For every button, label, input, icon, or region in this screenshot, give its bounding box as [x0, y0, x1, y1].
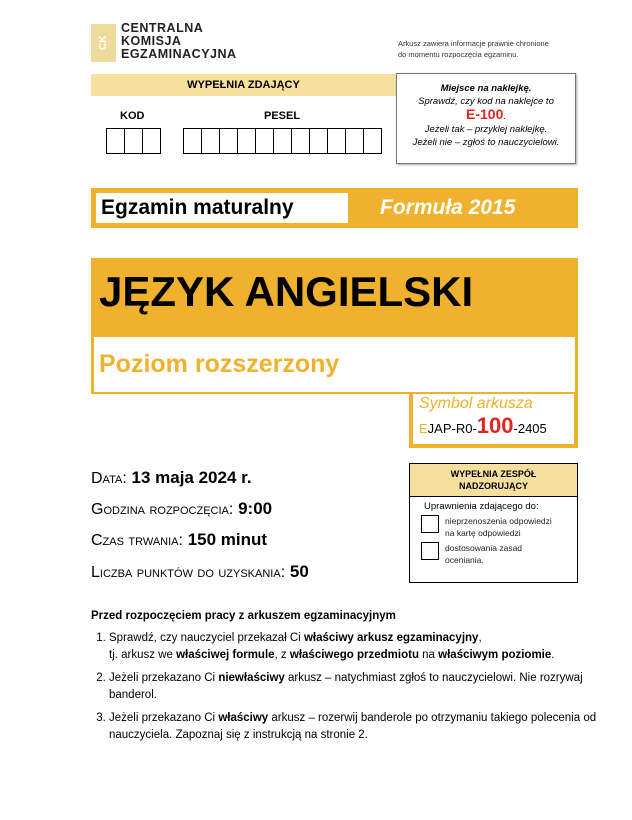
symbol-mid: JAP-R0- — [427, 421, 477, 436]
detail-value: 50 — [289, 562, 309, 581]
notice-line: do momentu rozpoczęcia egzaminu. — [398, 50, 519, 59]
detail-label: Godzina rozpoczęcia: — [91, 501, 234, 518]
detail-label: Liczba punktów do uzyskania: — [91, 564, 286, 581]
detail-label: Data: — [91, 470, 127, 487]
sticker-title: Miejsce na naklejkę. — [440, 83, 532, 94]
cke-logo-icon: CK — [91, 24, 116, 62]
sticker-area — [396, 73, 576, 164]
sticker-code: E-100 — [466, 106, 504, 122]
symbol-box — [409, 392, 578, 448]
symbol-end: -2405 — [513, 421, 547, 436]
logo-line: KOMISJA — [121, 34, 182, 48]
supervisor-box — [409, 463, 578, 583]
sticker-text: Jeżeli nie – zgłoś to nauczycielowi. — [412, 137, 560, 148]
sticker-text: Jeżeli tak – przyklej naklejkę. — [424, 124, 548, 135]
pesel-input[interactable] — [183, 128, 382, 154]
symbol-num: 100 — [476, 413, 514, 438]
exam-duration — [91, 530, 267, 550]
sticker-text: Sprawdź, czy kod na naklejce to — [418, 96, 554, 107]
detail-label: Czas trwania: — [91, 532, 183, 549]
team-intro: Uprawnienia zdającego do: — [424, 501, 539, 512]
sticker-dot: . — [503, 111, 506, 122]
checkbox-adjusted-scoring[interactable] — [421, 542, 439, 560]
kod-input[interactable] — [106, 128, 161, 154]
team-header: WYPEŁNIA ZESPÓŁ — [450, 469, 537, 479]
exam-name: Egzamin maturalny — [96, 193, 348, 223]
option-text: oceniania. — [445, 555, 484, 565]
option-text: na kartę odpowiedzi — [445, 528, 521, 538]
symbol-e: E — [419, 421, 428, 436]
detail-value: 13 maja 2024 r. — [131, 468, 252, 487]
option-text: dostosowania zasad — [445, 543, 523, 553]
detail-value: 9:00 — [238, 499, 273, 518]
pesel-label: PESEL — [264, 110, 301, 122]
logo-line: CENTRALNA — [121, 21, 204, 35]
team-header: NADZORUJĄCY — [458, 481, 528, 491]
instruction-item: 2. Jeżeli przekazano Ci niewłaściwy arkusz – natychmiast zgłoś to nauczycielowi. Nie rozrywaj banderol. — [109, 670, 609, 704]
logo-line: EGZAMINACYJNA — [121, 47, 237, 61]
exam-date — [91, 468, 252, 488]
detail-value: 150 minut — [187, 530, 268, 549]
exam-start — [91, 499, 272, 519]
subject-title: JĘZYK ANGIELSKI — [99, 268, 474, 315]
instructions-list — [91, 630, 609, 750]
instructions-title: Przed rozpoczęciem pracy z arkuszem egzaminacyjnym — [91, 610, 396, 622]
kod-label: KOD — [120, 110, 145, 122]
level-label: Poziom rozszerzony — [94, 337, 575, 392]
legal-notice — [398, 38, 549, 60]
exam-formula: Formuła 2015 — [380, 196, 516, 219]
notice-line: Arkusz zawiera informacje prawnie chronione — [398, 39, 549, 48]
symbol-label: Symbol arkusza — [419, 395, 533, 412]
exam-points — [91, 562, 309, 582]
cke-logo-text — [121, 22, 237, 61]
instruction-item: 1. Sprawdź, czy nauczyciel przekazał Ci właściwy arkusz egzaminacyjny, tj. arkusz we właściwej formule, z właściwego przedmiotu na właściwym poziomie. — [109, 630, 609, 664]
checkbox-no-transfer[interactable] — [421, 515, 439, 533]
instruction-item: 3. Jeżeli przekazano Ci właściwy arkusz – rozerwij banderole po otrzymaniu takiego polecenia od nauczyciela. Zapoznaj się z instrukcją na stronie 2. — [109, 710, 609, 744]
candidate-header: WYPEŁNIA ZDAJĄCY — [91, 74, 396, 96]
option-text: nieprzenoszenia odpowiedzi — [445, 516, 552, 526]
